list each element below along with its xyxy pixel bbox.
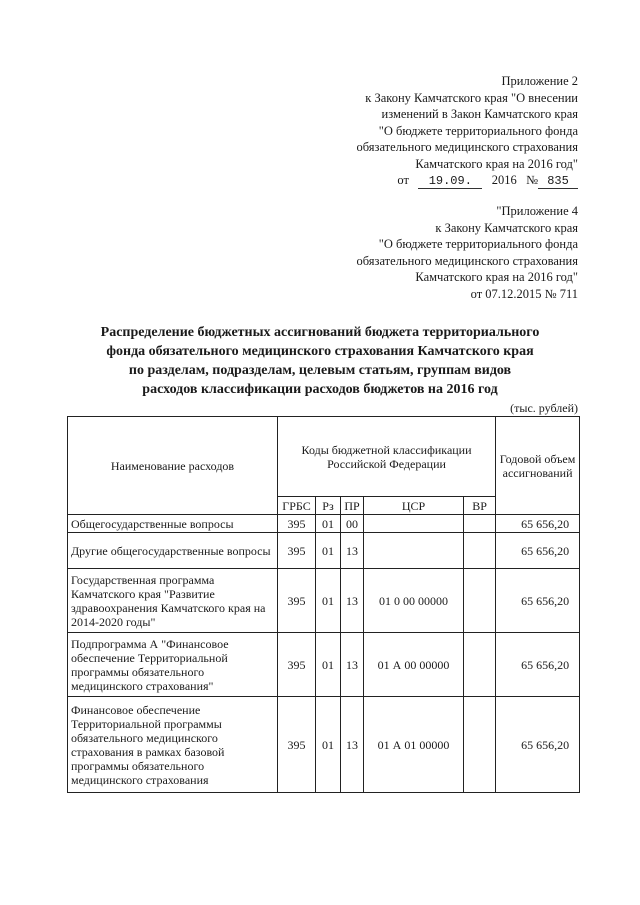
appendix-2-line: Камчатского края на 2016 год" (415, 156, 578, 171)
number-value: 835 (538, 175, 578, 189)
header-codes: Коды бюджетной классификации Российской Федерации (278, 417, 496, 497)
row-vr-cell (464, 533, 496, 569)
appendix-4-line: к Закону Камчатского края (435, 220, 578, 235)
year-value: 2016 (491, 173, 517, 187)
date-prefix: от (397, 173, 409, 187)
title-line: расходов классификации расходов бюджетов на 2016 год (142, 382, 498, 397)
subheader-csr: ЦСР (364, 497, 464, 515)
row-vr-cell (464, 697, 496, 793)
row-name-cell: Другие общегосударственные вопросы (68, 533, 278, 569)
row-grbs-cell: 395 (278, 533, 316, 569)
row-rz-cell: 01 (316, 697, 341, 793)
row-csr-cell (364, 515, 464, 533)
appendix-4-line: от 07.12.2015 № 711 (470, 286, 578, 301)
row-pr-cell: 00 (341, 515, 364, 533)
title-line: по разделам, подразделам, целевым статьям, группам видов (128, 363, 512, 378)
subheader-pr: ПР (341, 497, 364, 515)
budget-table (67, 416, 580, 793)
row-amount-cell: 65 656,20 (496, 515, 580, 533)
appendix-2-header (356, 73, 578, 189)
appendix-4-line: Камчатского края на 2016 год" (415, 270, 578, 284)
row-amount-cell: 65 656,20 (496, 533, 580, 569)
row-name-cell: Общегосударственные вопросы (68, 515, 278, 533)
header-name: Наименование расходов (68, 417, 278, 515)
appendix-4-header (356, 203, 578, 302)
row-name-cell: Финансовое обеспечение Территориальной программы обязательного медицинского страхования в рамках базовой программы обязательного медицинского страхования (68, 697, 278, 793)
row-amount-cell: 65 656,20 (496, 697, 580, 793)
header-amount: Годовой объем ассигнований (496, 417, 580, 515)
title-line: Распределение бюджетных ассигнований бюджета территориального (100, 325, 540, 340)
subheader-vr: ВР (464, 497, 496, 515)
row-rz-cell: 01 (316, 633, 341, 697)
row-pr-cell: 13 (341, 569, 364, 633)
title-line: фонда обязательного медицинского страхования Камчатского края (106, 344, 534, 359)
table-row (68, 533, 580, 569)
appendix-2-line: изменений в Закон Камчатского края (381, 107, 578, 121)
row-pr-cell: 13 (341, 633, 364, 697)
units-label: (тыс. рублей) (510, 401, 578, 415)
table-header-row (68, 417, 580, 497)
row-amount-cell: 65 656,20 (496, 633, 580, 697)
table-row (68, 569, 580, 633)
appendix-2-line: "О бюджете территориального фонда (378, 123, 578, 138)
row-rz-cell: 01 (316, 533, 341, 569)
table-row (68, 633, 580, 697)
appendix-2-dateline (356, 172, 578, 189)
row-vr-cell (464, 515, 496, 533)
row-grbs-cell: 395 (278, 569, 316, 633)
row-csr-cell: 01 0 00 00000 (364, 569, 464, 633)
date-value: 19.09. (418, 175, 482, 189)
row-rz-cell: 01 (316, 515, 341, 533)
subheader-rz: Рз (316, 497, 341, 515)
row-rz-cell: 01 (316, 569, 341, 633)
row-pr-cell: 13 (341, 697, 364, 793)
row-name-cell: Подпрограмма А "Финансовое обеспечение Территориальной программы обязательного медицинского страхования" (68, 633, 278, 697)
row-grbs-cell: 395 (278, 515, 316, 533)
document-title (70, 323, 570, 399)
row-vr-cell (464, 569, 496, 633)
row-csr-cell: 01 А 01 00000 (364, 697, 464, 793)
row-pr-cell: 13 (341, 533, 364, 569)
table-row (68, 515, 580, 533)
appendix-4-line: "Приложение 4 (496, 204, 578, 218)
row-amount-cell: 65 656,20 (496, 569, 580, 633)
appendix-4-line: "О бюджете территориального фонда (378, 237, 578, 251)
appendix-2-line: к Закону Камчатского края "О внесении (365, 90, 578, 105)
row-grbs-cell: 395 (278, 633, 316, 697)
appendix-4-line: обязательного медицинского страхования (356, 253, 578, 268)
row-csr-cell (364, 533, 464, 569)
table-row (68, 697, 580, 793)
appendix-2-line: Приложение 2 (501, 74, 578, 88)
row-grbs-cell: 395 (278, 697, 316, 793)
appendix-2-line: обязательного медицинского страхования (356, 140, 578, 154)
row-vr-cell (464, 633, 496, 697)
subheader-grbs: ГРБС (278, 497, 316, 515)
number-prefix: № (526, 173, 538, 187)
row-name-cell: Государственная программа Камчатского края "Развитие здравоохранения Камчатского края на 2014-2020 годы" (68, 569, 278, 633)
row-csr-cell: 01 А 00 00000 (364, 633, 464, 697)
